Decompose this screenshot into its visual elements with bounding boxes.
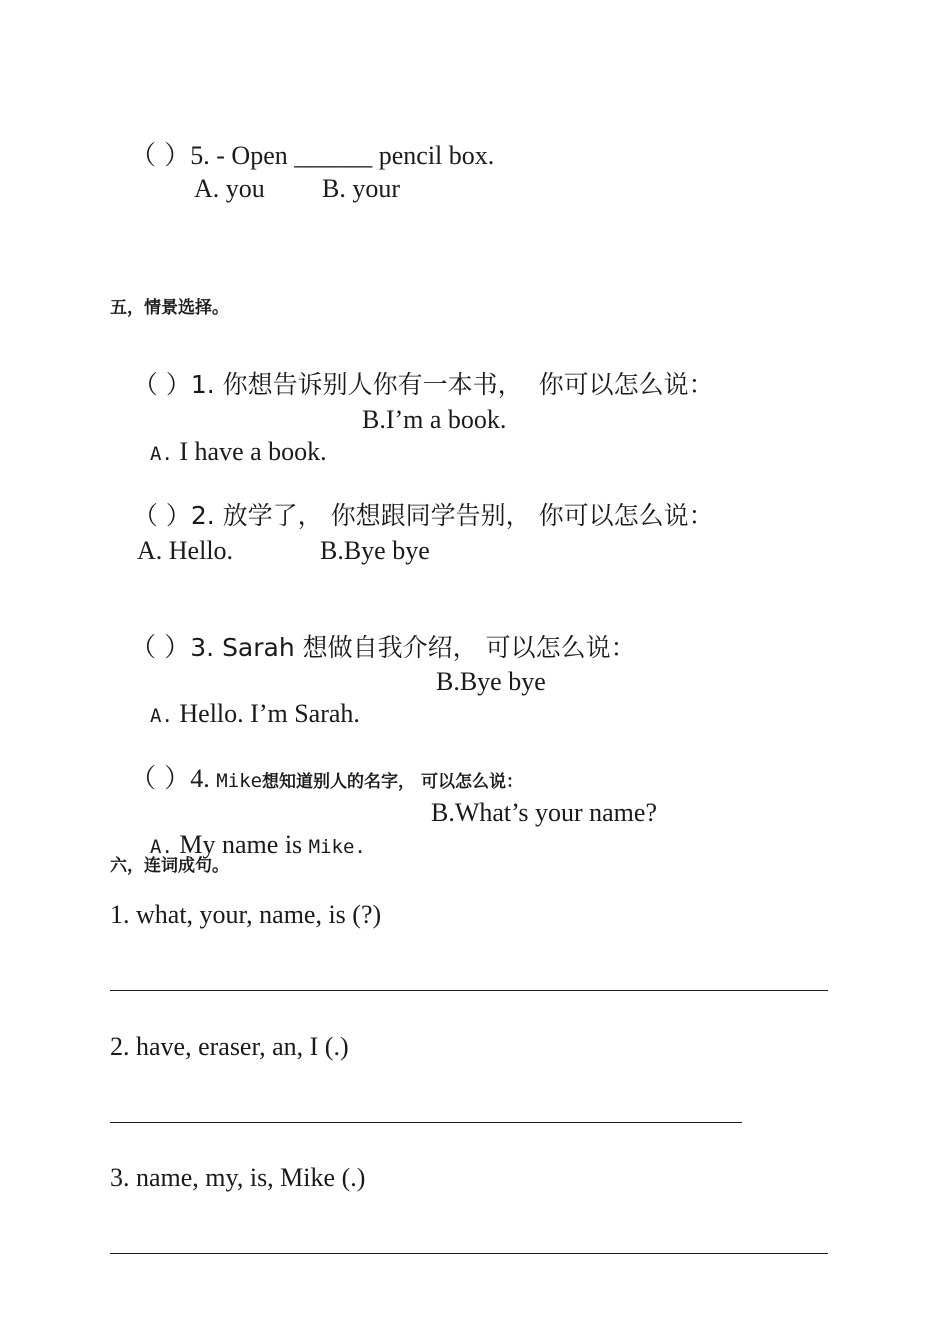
- s5-q2-stem-after: 你想跟同学告别， 你可以怎么说：: [330, 501, 714, 530]
- s5-q4-stem-num: 4.: [190, 764, 210, 793]
- s5-q3-option-a-label: A.: [150, 705, 173, 727]
- s5-q4-option-a-label: A.: [150, 836, 173, 858]
- s5-q4-stem-rest: 想知道别人的名字， 可以怎么说：: [262, 772, 523, 792]
- s5-q1-option-a: [137, 404, 327, 470]
- s6-q3-answer-line[interactable]: [110, 1253, 828, 1254]
- s5-q3-option-b: B.Bye bye: [436, 667, 546, 696]
- s5-q2-option-b: B.Bye bye: [320, 536, 430, 565]
- q5-answer-paren[interactable]: （ ）: [130, 141, 191, 171]
- s5-q4-answer-paren[interactable]: （ ）: [130, 764, 191, 794]
- q5-stem: [117, 108, 494, 172]
- s5-q1-stem-after: 你可以怎么说：: [538, 370, 714, 399]
- s5-q1-option-a-text: I have a book.: [179, 437, 327, 466]
- q5-option-b: B. your: [322, 174, 400, 203]
- s5-q4-option-a-text: My name is: [179, 830, 303, 859]
- s5-q1-option-b: B.I’m a book.: [362, 405, 507, 434]
- q5-option-a: A. you: [194, 174, 265, 203]
- s6-q2-prompt: 2. have, eraser, an, I (.): [110, 1032, 349, 1061]
- s5-q1-stem: [117, 337, 714, 401]
- s5-q4-option-a: [137, 797, 366, 863]
- s6-q1-prompt: 1. what, your, name, is (?): [110, 900, 382, 929]
- s5-q4-stem: [117, 731, 523, 798]
- s5-q4-option-a-name: Mike.: [308, 836, 366, 858]
- section6-title: 六，连词成句。: [110, 856, 229, 876]
- s5-q1-option-a-label: A.: [150, 443, 173, 465]
- s5-q3-answer-paren[interactable]: （ ）: [130, 633, 191, 663]
- s5-q2-stem: [117, 468, 714, 532]
- s6-q1-answer-line[interactable]: [110, 990, 828, 991]
- s5-q4-option-b: B.What’s your name?: [431, 798, 657, 827]
- s5-q4-stem-name: Mike: [216, 770, 263, 792]
- s5-q1-stem-before: 1. 你想告诉别人你有一本书，: [190, 370, 523, 399]
- q5-stem-text: 5. - Open ______ pencil box.: [190, 141, 495, 170]
- s6-q3-prompt: 3. name, my, is, Mike (.): [110, 1163, 366, 1192]
- s5-q3-option-a: [137, 666, 360, 732]
- section5-title: 五，情景选择。: [110, 298, 229, 318]
- s5-q2-option-a: A. Hello.: [137, 536, 234, 565]
- s6-q2-answer-line[interactable]: [110, 1122, 742, 1123]
- s5-q2-answer-paren[interactable]: （ ）: [132, 501, 191, 530]
- s5-q3-option-a-text: Hello. I’m Sarah.: [179, 699, 360, 728]
- s5-q3-stem-text: 3. Sarah 想做自我介绍， 可以怎么说：: [190, 633, 636, 662]
- s5-q3-stem: [117, 600, 636, 664]
- s5-q1-answer-paren[interactable]: （ ）: [132, 370, 191, 399]
- s5-q2-stem-before: 2. 放学了，: [190, 501, 323, 530]
